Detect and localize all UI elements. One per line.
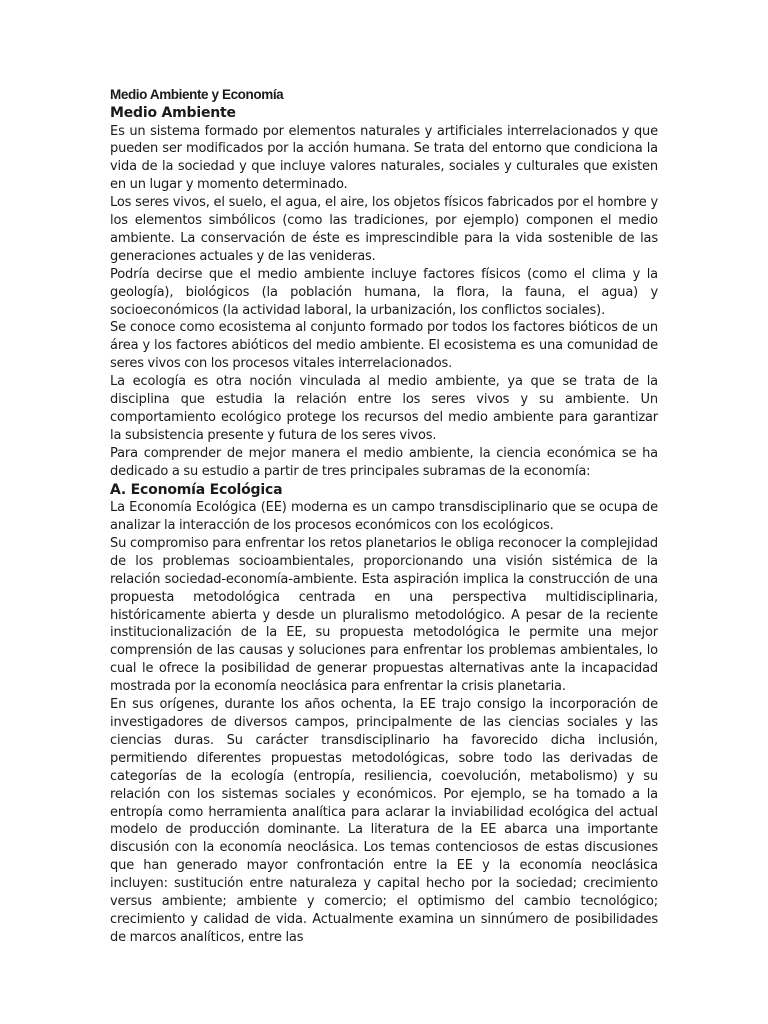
paragraph: Es un sistema formado por elementos naturales y artificiales interrelacionados y que pueden ser modificados por la acción humana. Se trata del entorno que condiciona la vida de la sociedad y que incluye valores naturales, sociales y culturales que existen en un lugar y momento determinado.: [110, 123, 658, 193]
document-page: [110, 86, 658, 945]
paragraph: Podría decirse que el medio ambiente incluye factores físicos (como el clima y la geología), biológicos (la población humana, la flora, la fauna, el agua) y socioeconómicos (la actividad laboral, la urbanización, los conflictos sociales).: [110, 266, 658, 318]
paragraph: La Economía Ecológica (EE) moderna es un campo transdisciplinario que se ocupa de analizar la interacción de los procesos económicos con los ecológicos.: [110, 500, 658, 534]
section-heading-economia-ecologica: A. Economía Ecológica: [110, 481, 283, 498]
paragraph: En sus orígenes, durante los años ochenta, la EE trajo consigo la incorporación de investigadores de diversos campos, principalmente de las ciencias sociales y las ciencias duras. Su carácter transdisciplinario ha favorecido dicha inclusión, permitiendo diferentes propuestas metodológicas, sobre todo las derivadas de categorías de la ecología (entropía, resiliencia, coevolución, metabolismo) y su relación con los sistemas sociales y económicos. Por ejemplo, se ha tomado a la entropía como herramienta analítica para aclarar la inviabilidad ecológica del actual modelo de producción dominante. La literatura de la EE abarca una importante discusión con la economía neoclásica. Los temas contenciosos de estas discusiones que han generado mayor confrontación entre la EE y la economía neoclásica incluyen: sustitución entre naturaleza y capital hecho por la sociedad; crecimiento versus ambiente; ambiente y comercio; el optimismo del cambio tecnológico; crecimiento y calidad de vida. Actualmente examina un sinnúmero de posibilidades de marcos analíticos, entre las: [110, 697, 658, 945]
paragraph: La ecología es otra noción vinculada al medio ambiente, ya que se trata de la disciplina que estudia la relación entre los seres vivos y su ambiente. Un comportamiento ecológico protege los recursos del medio ambiente para garantizar la subsistencia presente y futura de los seres vivos.: [110, 374, 658, 443]
paragraph: Para comprender de mejor manera el medio ambiente, la ciencia económica se ha dedicado a su estudio a partir de tres principales subramas de la economía:: [110, 445, 658, 479]
paragraph: Se conoce como ecosistema al conjunto formado por todos los factores bióticos de un área y los factores abióticos del medio ambiente. El ecosistema es una comunidad de seres vivos con los procesos vitales interrelacionados.: [110, 320, 658, 372]
document-body: [110, 86, 658, 945]
section-heading-medio-ambiente: Medio Ambiente: [110, 105, 236, 121]
paragraph: Los seres vivos, el suelo, el agua, el aire, los objetos físicos fabricados por el hombre y los elementos simbólicos (como las tradiciones, por ejemplo) componen el medio ambiente. La conservación de éste es imprescindible para la vida sostenible de las generaciones actuales y de las venideras.: [110, 195, 658, 264]
document-title: Medio Ambiente y Economía: [110, 87, 284, 102]
paragraph: Su compromiso para enfrentar los retos planetarios le obliga reconocer la complejidad de los problemas socioambientales, proporcionando una visión sistémica de la relación sociedad-economía-ambiente. Esta aspiración implica la construcción de una propuesta metodológica centrada en una perspectiva multidisciplinaria, históricamente abierta y desde un pluralismo metodológico. A pesar de la reciente institucionalización de la EE, su propuesta metodológica le permite una mejor comprensión de las causas y soluciones para enfrentar los problemas ambientales, lo cual le ofrece la posibilidad de generar propuestas alternativas ante la incapacidad mostrada por la economía neoclásica para enfrentar la crisis planetaria.: [110, 535, 658, 695]
